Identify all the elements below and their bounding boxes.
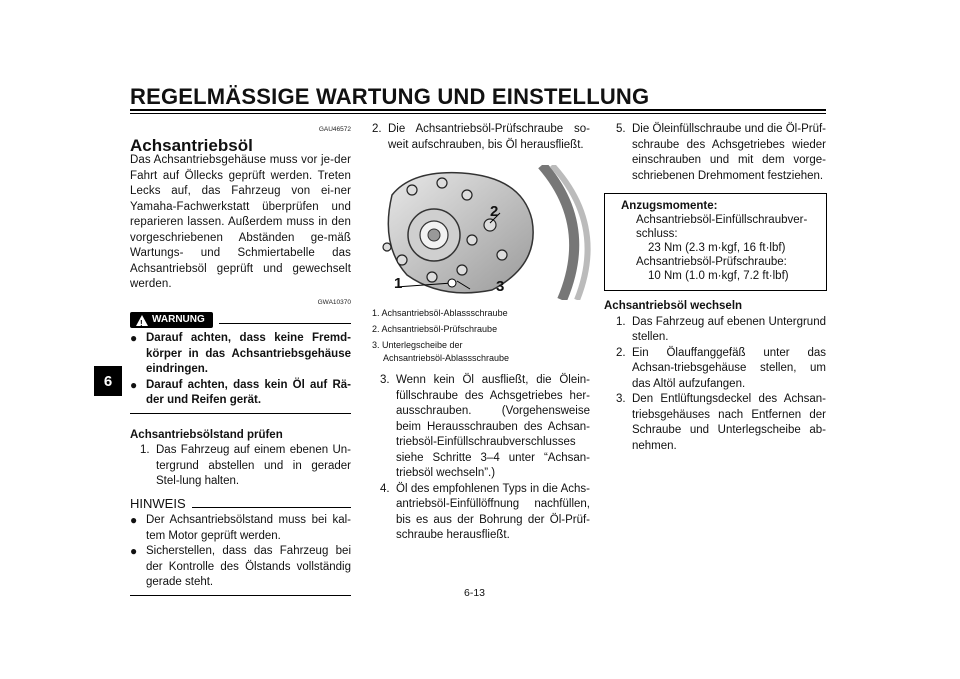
ref-code: GAU46572 [318, 126, 351, 133]
left-column [130, 122, 351, 596]
step-item: 2. Die Achsantriebsöl-Prüfschraube so-weit aufschrauben, bis Öl herausfließt. [372, 123, 590, 151]
hinweis-list [130, 513, 351, 591]
check-heading: Achsantriebsölstand prüfen [130, 428, 283, 441]
page-header-title: REGELMÄSSIGE WARTUNG UND EINSTELLUNG [130, 84, 650, 109]
caption-line: 1. Achsantriebsöl-Ablassschraube [372, 308, 508, 318]
torque-line: Achsantriebsöl-Einfüllschraubver- [636, 214, 808, 226]
bullet-icon: ● [130, 544, 138, 558]
figure-label-3: 3 [496, 278, 505, 295]
hinweis-end-rule [130, 595, 351, 596]
step-item: 5. Die Öleinfüllschraube und die Öl-Prüf-schraube des Achsgetriebes wieder einschrauben und mit dem vorge-schriebenen Drehmoment festziehen. [616, 123, 826, 182]
header-rule [130, 109, 826, 111]
middle-steps [380, 373, 590, 544]
hinweis-item: ● Der Achsantriebsölstand muss bei kal-tem Motor geprüft werden. [130, 513, 351, 544]
check-steps [130, 443, 351, 490]
torque-box [604, 193, 827, 291]
figure-label-2: 2 [490, 203, 499, 220]
caption-line: 2. Achsantriebsöl-Prüfschraube [372, 324, 498, 334]
hinweis-item: ● Sicherstellen, dass das Fahrzeug bei der Kontrolle des Ölstands vollständig gerade steht. [130, 544, 351, 591]
caption-line: Achsantriebsöl-Ablassschraube [383, 353, 510, 363]
step-item: 1. Das Fahrzeug auf ebenen Untergrund stellen. [616, 315, 826, 343]
step-item: 2. Ein Ölauffanggefäß unter das Achsan-triebsgehäuse stellen, um das Altöl aufzufangen. [616, 346, 826, 390]
torque-title: Anzugsmomente: [621, 200, 718, 212]
bullet-icon: ● [130, 331, 138, 345]
warning-list [130, 331, 351, 409]
figure-label-1: 1 [394, 275, 403, 292]
warning-end-rule [130, 413, 351, 414]
change-section [604, 299, 826, 454]
page-number: 6-13 [464, 587, 486, 599]
intro-text: Das Achsantriebsgehäuse muss vor je-der Fahrt auf Öllecks geprüft werden. Treten Lecks auf, das Fahrzeug von ei-ner Yamaha-Fachwerkstatt überprüfen und reparieren lassen. Außerdem muss in den vorgeschriebenen Abständen ge-mäß Wartungs- und Schmiertabelle das Achsantriebsöl geprüft und gewechselt werden. [130, 154, 351, 290]
step-item: 3. Den Entlüftungsdeckel des Achsan-triebsgehäuses nach Entfernen der Schraube und Unterlegscheibe ab-nehmen. [616, 393, 826, 452]
middle-column [372, 122, 590, 153]
chapter-tab: 6 [94, 366, 122, 396]
step-item: 3. Wenn kein Öl ausfließt, die Ölein-füllschraube des Achsgetriebes her-ausschrauben. (Vorgehensweise beim Herausschrauben des Achsan-triebsöl-Einfüllschraubverschlusses siehe Schritte 3–4 unter “Achsan-triebsöl wechseln”.) [380, 374, 590, 479]
hinweis-header [130, 496, 351, 512]
warning-rule [219, 323, 351, 324]
figure-final-drive [372, 165, 594, 300]
warning-item: ● Darauf achten, dass keine Fremd-körper in das Achsantriebsgehäuse eindringen. [130, 331, 351, 378]
ref-code: GWA10370 [317, 298, 351, 306]
header-rule-thin [130, 113, 826, 114]
change-heading: Achsantriebsöl wechseln [604, 300, 743, 312]
bullet-icon: ● [130, 377, 138, 392]
warning-item: ● Darauf achten, dass kein Öl auf Rä-der und Reifen gerät. [130, 378, 351, 409]
figure-captions [372, 307, 592, 365]
right-column [616, 122, 826, 184]
final-drive-illustration [372, 165, 594, 300]
hinweis-rule [192, 507, 351, 508]
step-item: 4. Öl des empfohlenen Typs in die Achs-antriebsöl-Einfüllöffnung nachfüllen, bis es aus der Bohrung der Öl-Prüf-schraube herausfließt. [380, 482, 590, 541]
torque-value: 10 Nm (1.0 m·kgf, 7.2 ft·lbf) [648, 270, 789, 282]
change-steps [604, 315, 826, 455]
bullet-icon: ● [130, 513, 138, 527]
warning-label: WARNUNG [152, 314, 205, 326]
torque-value: 23 Nm (2.3 m·kgf, 16 ft·lbf) [648, 242, 786, 254]
hinweis-label: HINWEIS [130, 495, 186, 511]
warning-icon: ! [136, 315, 148, 326]
torque-line: schluss: [636, 228, 678, 240]
warning-badge [130, 312, 213, 328]
section-heading: Achsantriebsöl [130, 135, 253, 155]
warning-header [130, 312, 351, 328]
caption-line: 3. Unterlegscheibe der [372, 340, 463, 350]
torque-line: Achsantriebsöl-Prüfschraube: [636, 256, 787, 268]
step-item: 1. Das Fahrzeug auf einem ebenen Un-tergrund abstellen und in gerader Stel-lung halten. [140, 444, 351, 487]
